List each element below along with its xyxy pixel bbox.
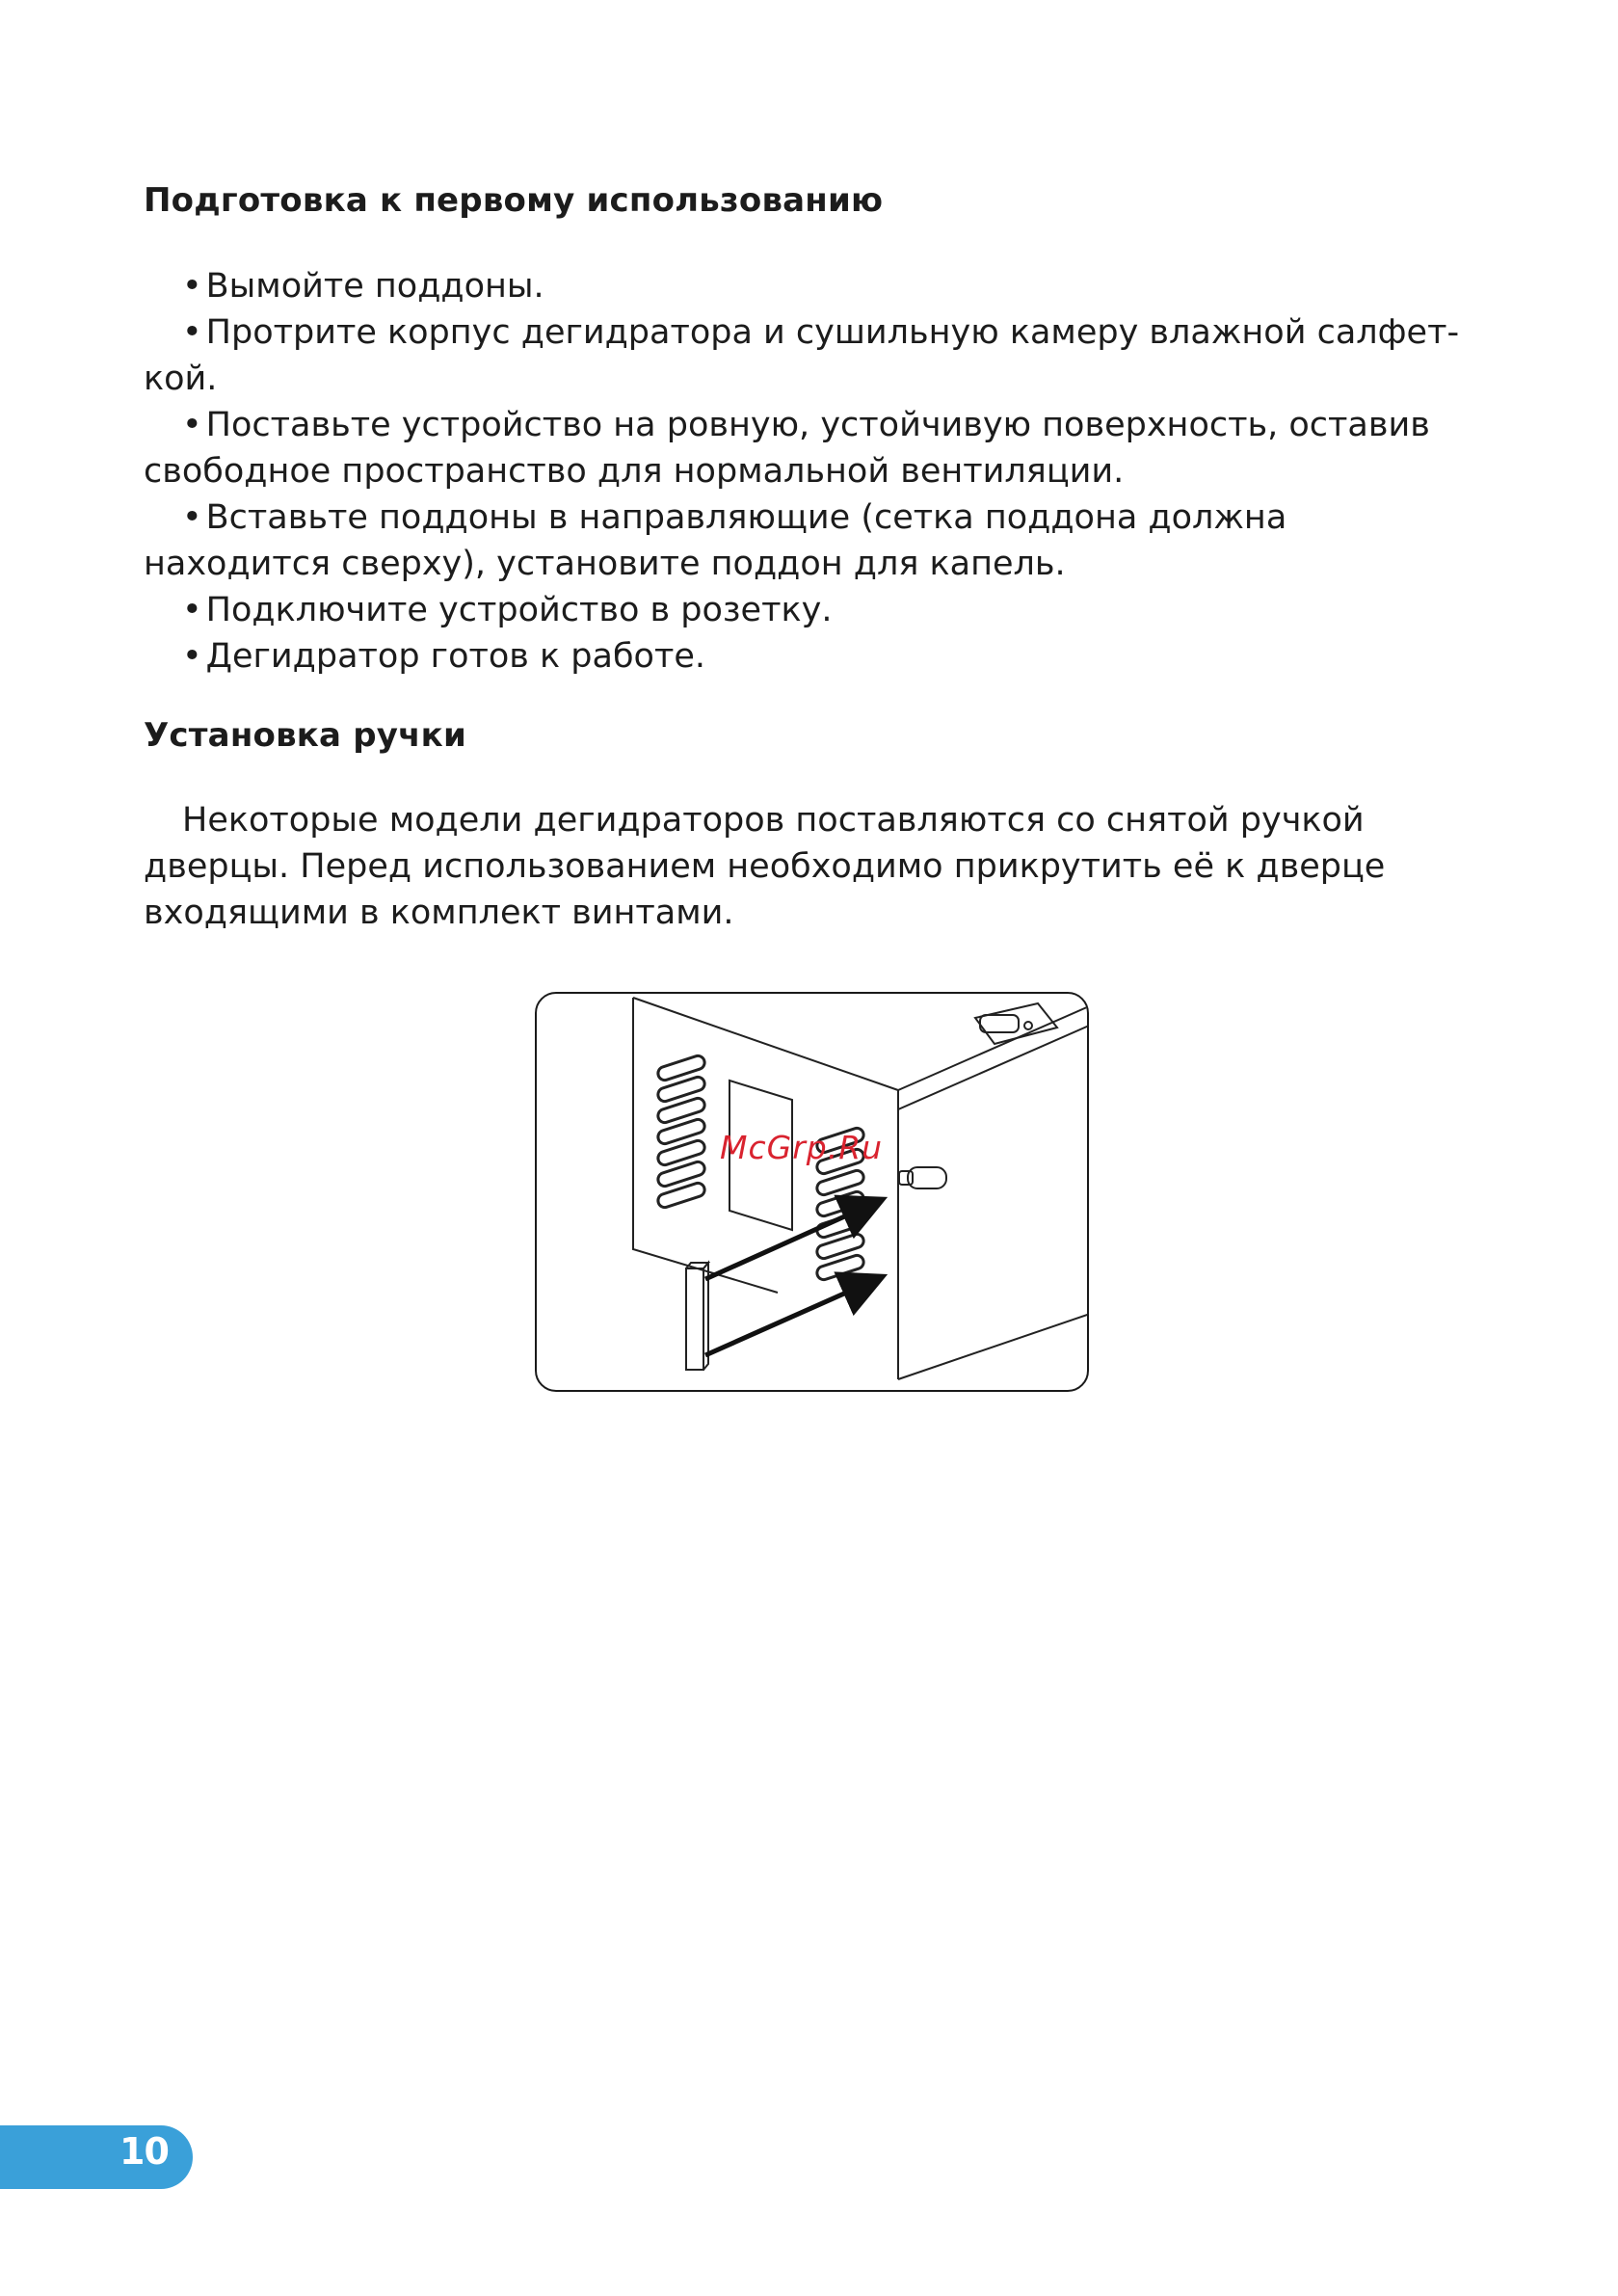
handle-installation-figure <box>535 992 1089 1392</box>
list-item <box>144 494 1473 587</box>
bullet-icon: • <box>182 267 202 306</box>
preparation-steps-list <box>144 263 1473 680</box>
section-title-handle-installation: Установка ручки <box>144 716 466 755</box>
bullet-icon: • <box>182 591 202 629</box>
bullet-icon: • <box>182 637 202 676</box>
page-number: 10 <box>119 2130 169 2173</box>
bullet-icon: • <box>182 498 202 537</box>
list-item <box>144 263 1473 309</box>
list-item-text: Протрите корпус дегидратора и сушильную камеру влажной салфет-кой. <box>144 313 1460 398</box>
list-item <box>144 309 1473 402</box>
list-item-text: Вымойте поддоны. <box>205 267 544 306</box>
section-title-preparation: Подготовка к первому использованию <box>144 181 884 220</box>
handle-installation-text: Некоторые модели дегидраторов поставляются со снятой ручкой дверцы. Перед использованием необходимо прикрутить её к дверце входящими в комплект винтами. <box>144 801 1386 932</box>
dehydrator-handle-installation-illustration <box>537 994 1089 1392</box>
list-item-text: Поставьте устройство на ровную, устойчивую поверхность, оставив свободное пространство для нормальной вентиляции. <box>144 406 1430 491</box>
list-item <box>144 633 1473 680</box>
list-item-text: Подключите устройство в розетку. <box>205 591 833 629</box>
watermark-text: McGrp.Ru <box>720 1129 884 1166</box>
bullet-icon: • <box>182 406 202 444</box>
list-item <box>144 402 1473 494</box>
bullet-icon: • <box>182 313 202 352</box>
list-item-text: Вставьте поддоны в направляющие (сетка поддона должна находится сверху), установите поддон для капель. <box>144 498 1287 583</box>
list-item-text: Дегидратор готов к работе. <box>205 637 706 676</box>
list-item <box>144 587 1473 633</box>
